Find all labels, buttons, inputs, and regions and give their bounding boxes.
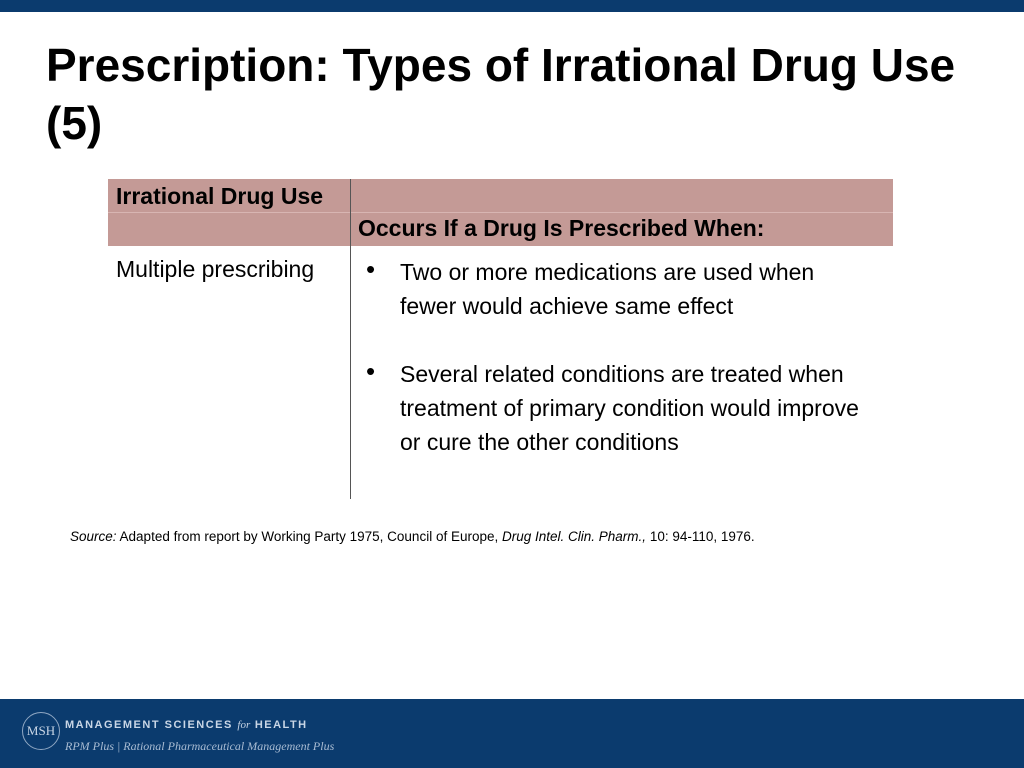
program-name: RPM Plus | Rational Pharmaceutical Management Plus bbox=[65, 739, 335, 753]
cell-drug-use-type: Multiple prescribing bbox=[116, 256, 315, 282]
column-divider bbox=[350, 179, 351, 499]
source-details: 10: 94-110, 1976. bbox=[646, 529, 755, 544]
irrational-drug-use-table bbox=[108, 179, 893, 499]
source-citation bbox=[70, 527, 970, 547]
msh-logo-icon: MSH bbox=[22, 712, 60, 750]
org-name-part2: HEALTH bbox=[254, 719, 308, 731]
list-item bbox=[366, 357, 876, 459]
list-item bbox=[366, 255, 876, 323]
bullet-text: Several related conditions are treated when treatment of primary condition would improve or cure the other conditions bbox=[400, 361, 859, 455]
table-header bbox=[108, 179, 893, 246]
page-title: Prescription: Types of Irrational Drug Use (5) bbox=[46, 39, 956, 149]
organization-name bbox=[65, 719, 308, 731]
footer-bar bbox=[0, 699, 1024, 768]
header-irrational-drug-use: Irrational Drug Use bbox=[116, 183, 324, 209]
header-occurs-if: Occurs If a Drug Is Prescribed When: bbox=[358, 215, 765, 241]
cell-conditions-list bbox=[366, 255, 876, 493]
org-name-for: for bbox=[237, 719, 251, 731]
bullet-icon: • bbox=[366, 254, 376, 284]
bullet-text: Two or more medications are used when fewer would achieve same effect bbox=[400, 259, 815, 319]
bullet-icon: • bbox=[366, 356, 376, 386]
source-label: Source: bbox=[70, 529, 117, 544]
org-name-part1: MANAGEMENT SCIENCES bbox=[65, 719, 233, 731]
source-text: Adapted from report by Working Party 1975, Council of Europe, bbox=[116, 529, 502, 544]
source-journal: Drug Intel. Clin. Pharm., bbox=[502, 529, 647, 544]
top-bar bbox=[0, 0, 1024, 12]
